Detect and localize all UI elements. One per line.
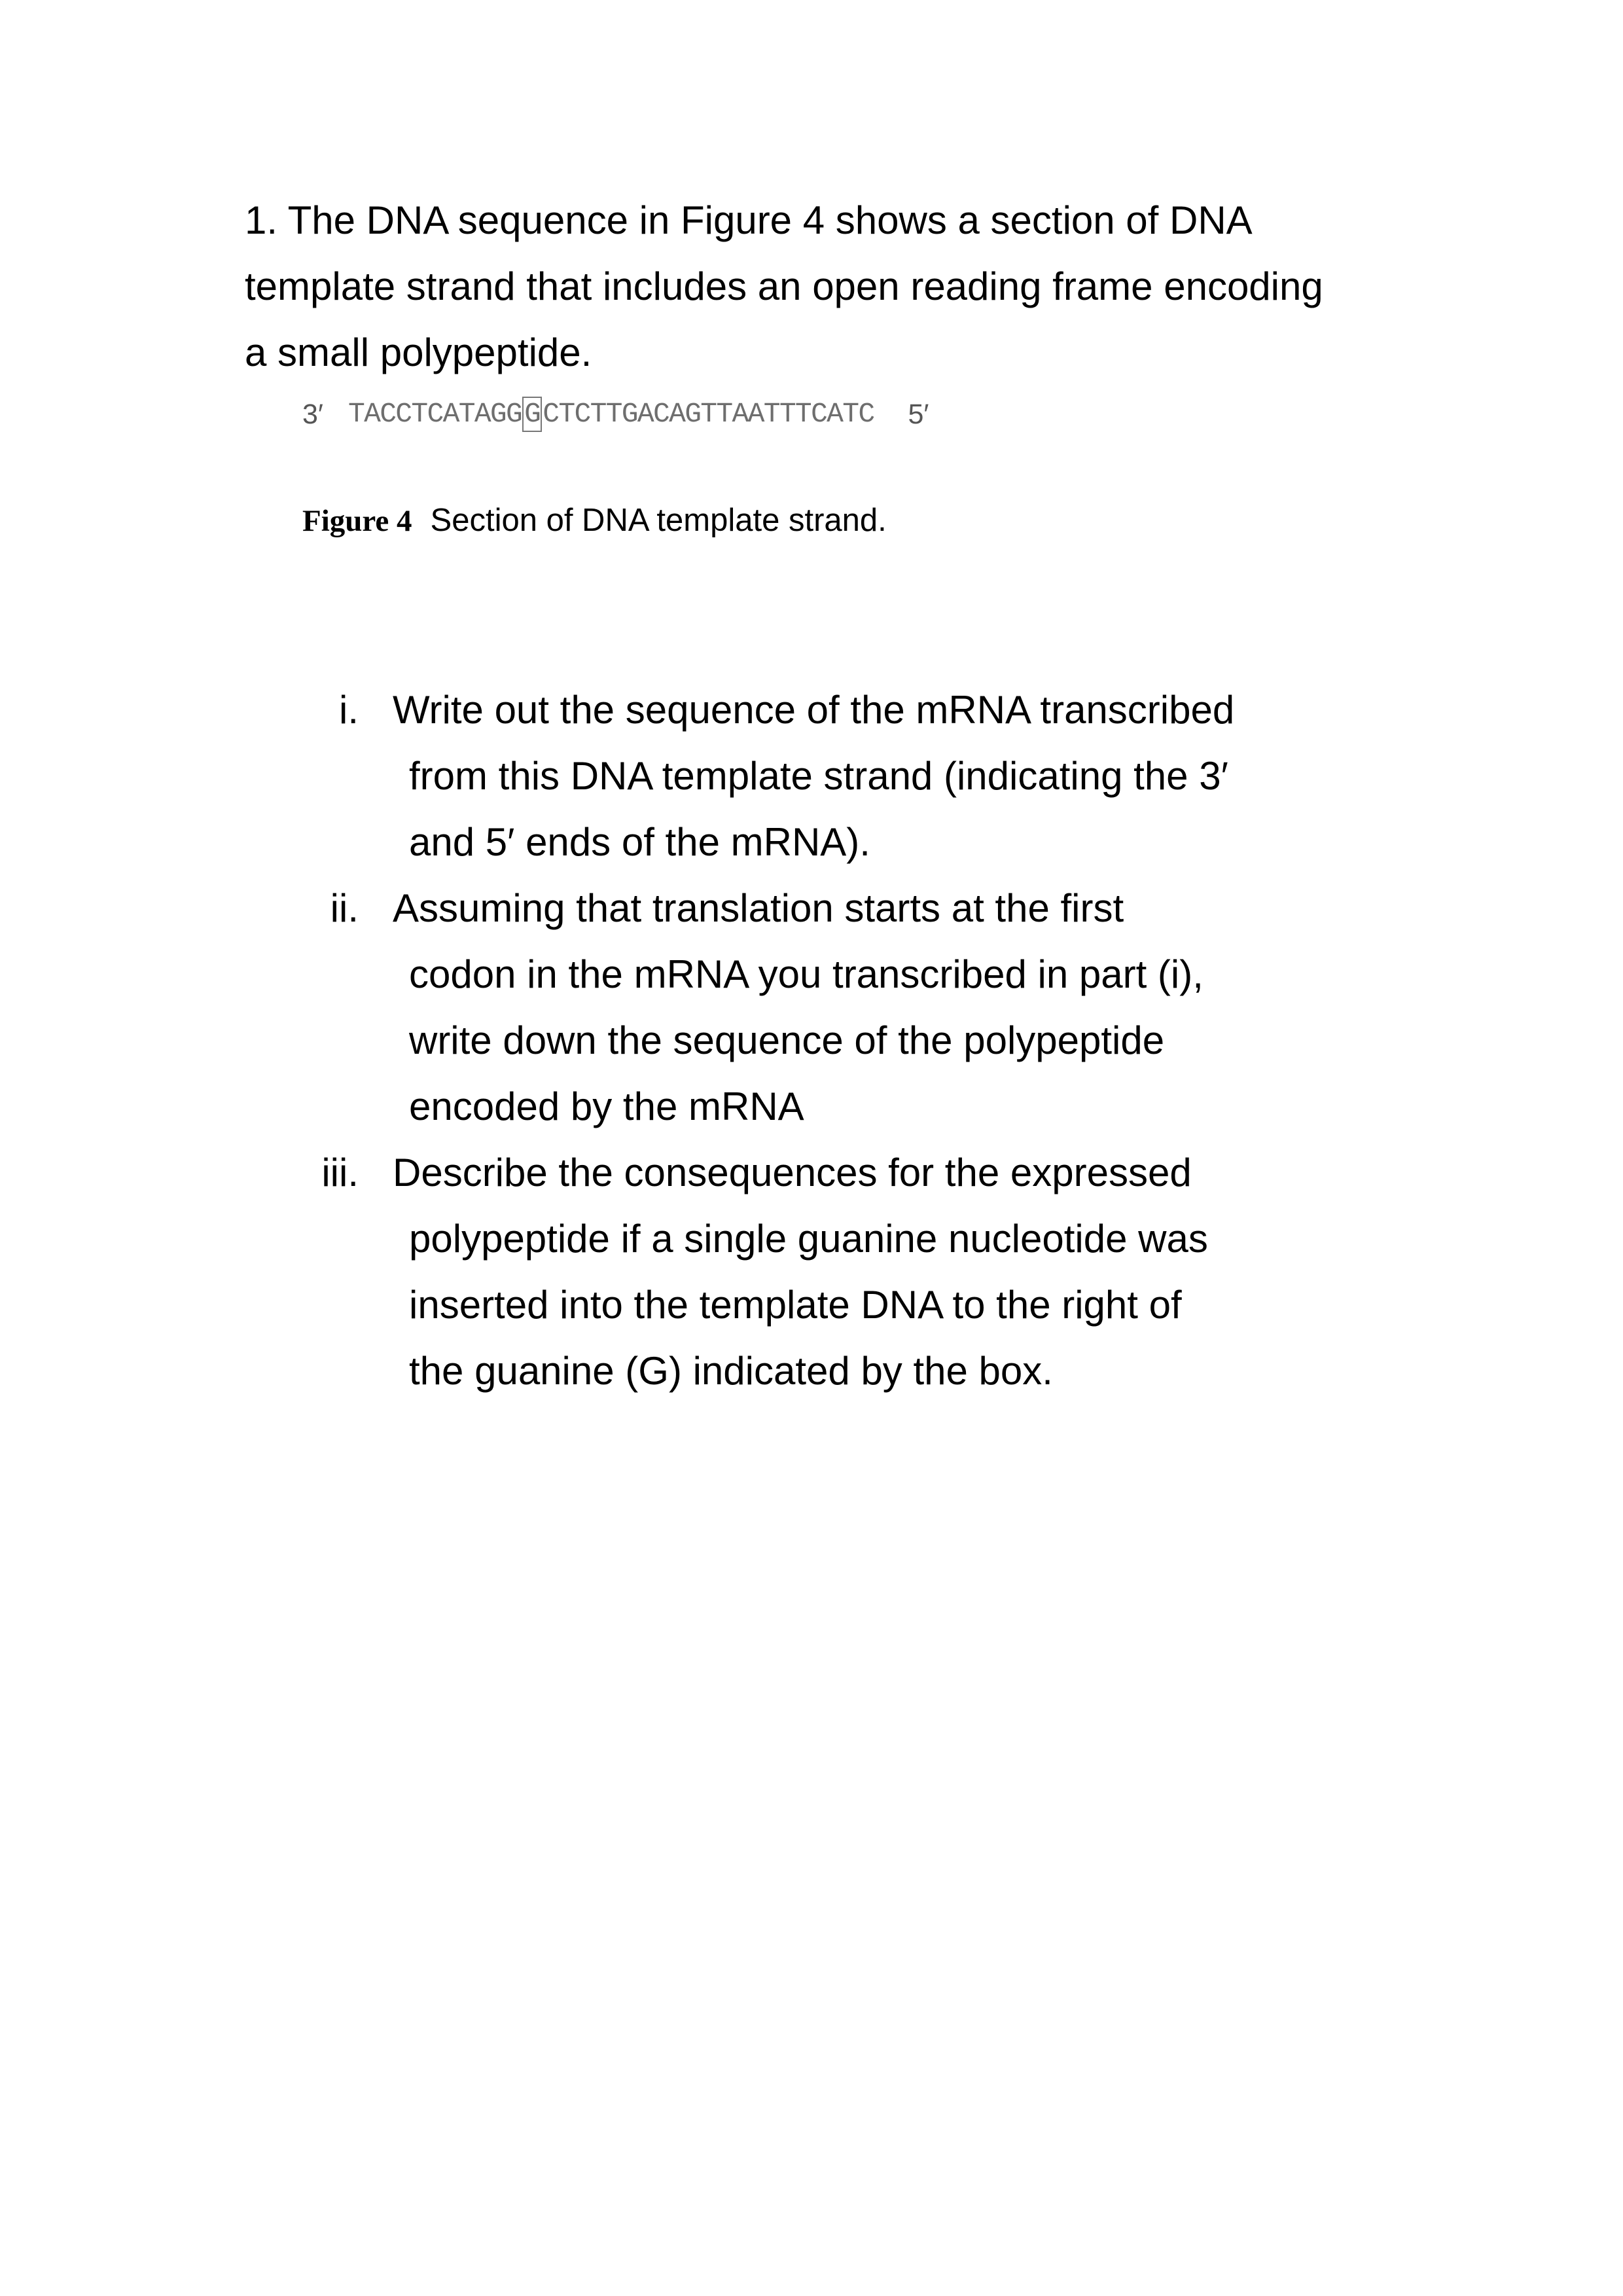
- part-line: and 5′ ends of the mRNA).: [409, 820, 870, 864]
- part-line: polypeptide if a single guanine nucleotide was: [409, 1217, 1208, 1261]
- part-line: Describe the consequences for the expressed: [393, 1151, 1192, 1194]
- question-line: template strand that includes an open reading frame encoding: [245, 264, 1323, 308]
- figure-caption: [302, 497, 887, 551]
- part-line: encoded by the mRNA: [409, 1085, 804, 1128]
- part-line: inserted into the template DNA to the right of: [409, 1283, 1182, 1327]
- part-text: [393, 1139, 1623, 1404]
- question-line: a small polypeptide.: [245, 331, 592, 374]
- part-line: Assuming that translation starts at the first: [393, 886, 1124, 930]
- bases-before-box: TACCTCATAGG: [348, 398, 522, 430]
- part-line: write down the sequence of the polypeptide: [409, 1018, 1165, 1062]
- part-line: codon in the mRNA you transcribed in part (i),: [409, 952, 1204, 996]
- part-line: from this DNA template strand (indicating the 3′: [409, 754, 1228, 798]
- part-numeral: i.: [339, 688, 359, 732]
- dna-bases: [348, 391, 874, 437]
- question-part-i: [0, 677, 1623, 875]
- part-line: Write out the sequence of the mRNA transcribed: [393, 688, 1235, 732]
- question-part-iii: [0, 1139, 1623, 1404]
- sequence-three-prime-end: 3′: [302, 399, 323, 430]
- question-stem: [245, 187, 1357, 386]
- part-numeral: iii.: [321, 1151, 359, 1194]
- question-part-ii: [0, 875, 1623, 1139]
- figure-caption-text: Section of DNA template strand.: [430, 503, 887, 538]
- boxed-guanine: G: [522, 397, 542, 432]
- figure-label: Figure 4: [302, 504, 412, 538]
- dna-sequence-figure: [302, 391, 929, 437]
- bases-after-box: CTCTTGACAGTTAATTTCATC: [543, 398, 874, 430]
- part-text: [393, 677, 1623, 875]
- question-parts: [0, 677, 1623, 1404]
- part-text: [393, 875, 1623, 1139]
- question-line: 1. The DNA sequence in Figure 4 shows a section of DNA: [245, 198, 1253, 242]
- part-line: the guanine (G) indicated by the box.: [409, 1349, 1053, 1393]
- sequence-five-prime-end: 5′: [908, 399, 929, 430]
- part-numeral: ii.: [330, 886, 359, 930]
